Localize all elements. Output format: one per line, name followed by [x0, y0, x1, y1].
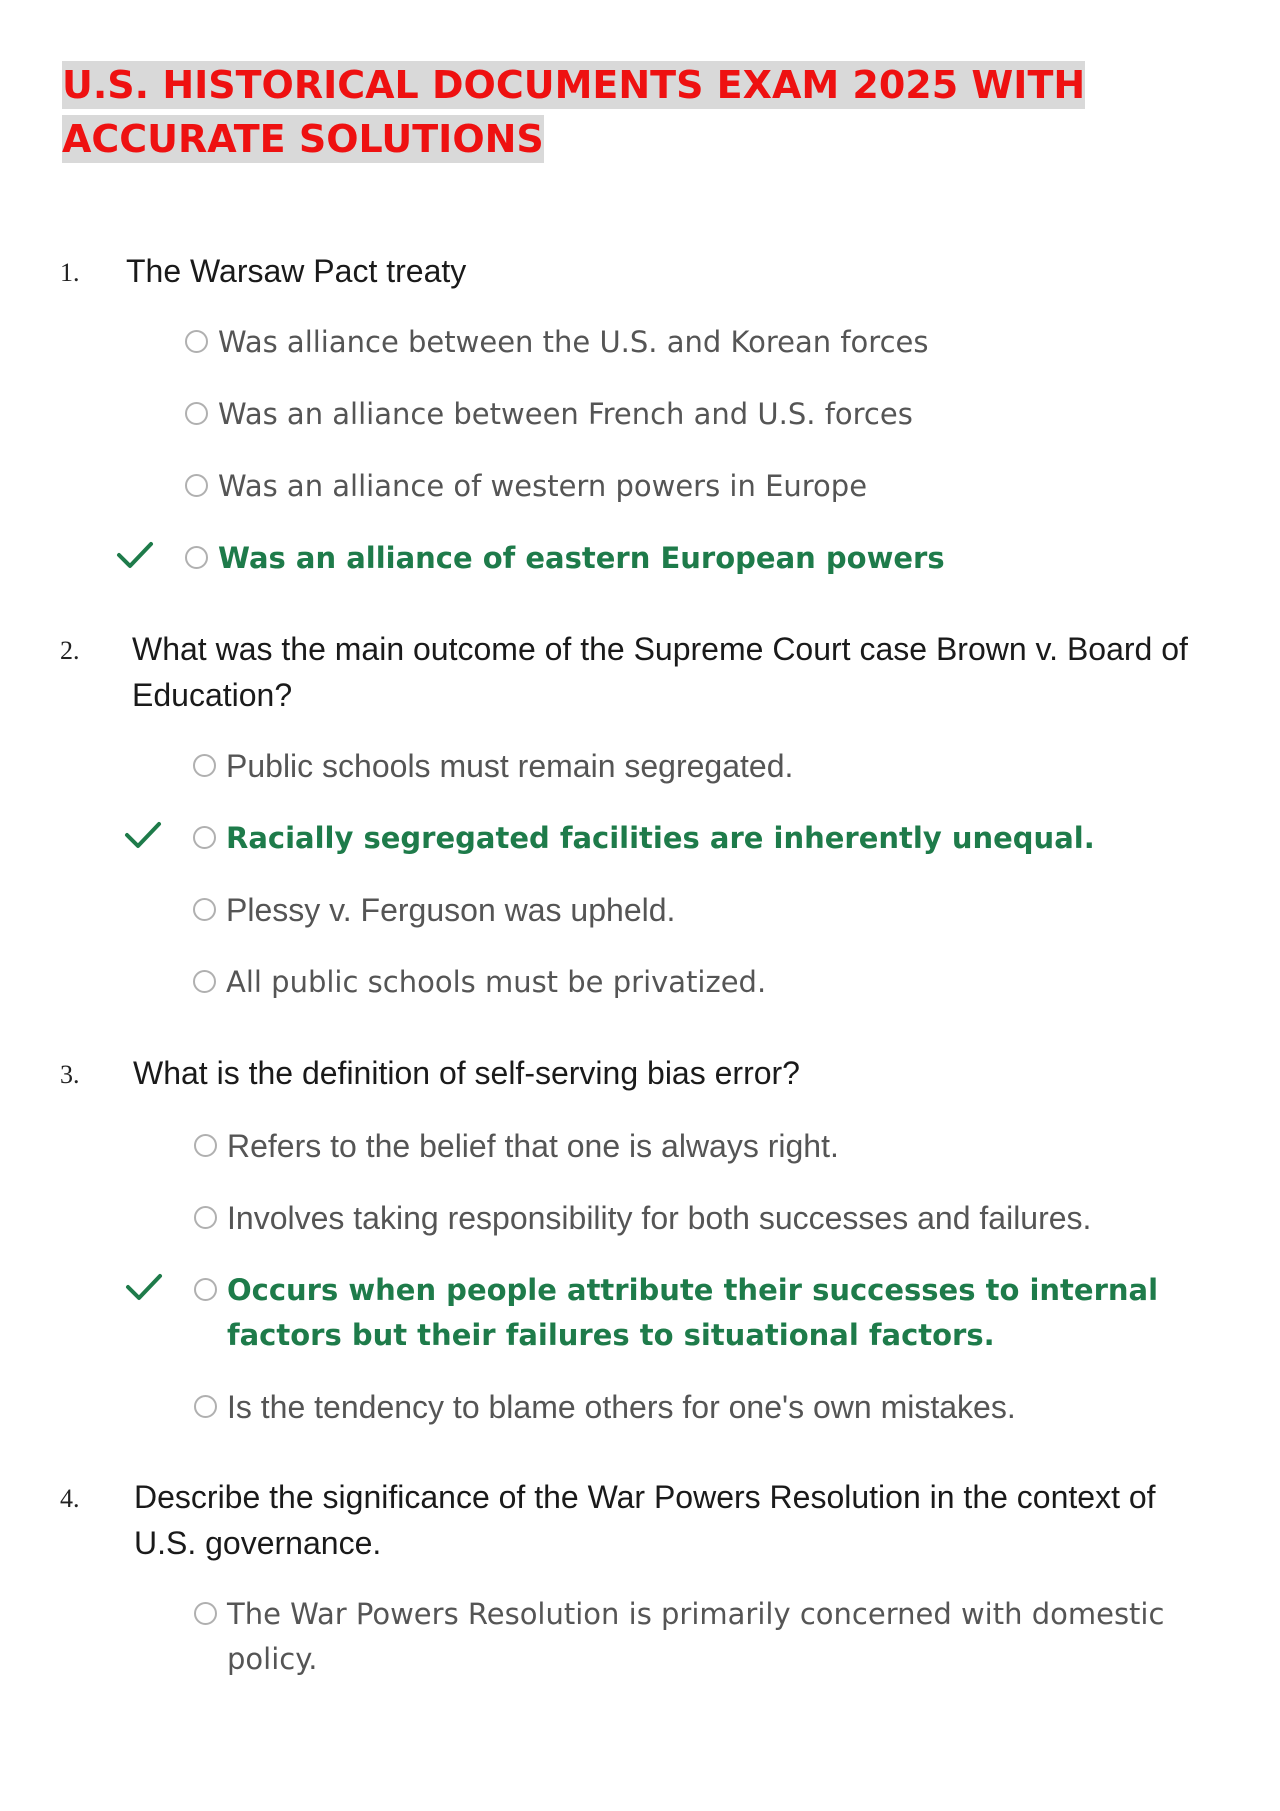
radio-circle-icon[interactable] — [185, 546, 208, 569]
checkmark-icon — [123, 818, 163, 852]
option-text: Is the tendency to blame others for one's own mistakes. — [227, 1389, 1016, 1425]
radio-circle-icon[interactable] — [193, 898, 216, 921]
radio-circle-icon[interactable] — [193, 826, 216, 849]
option-text: Refers to the belief that one is always right. — [227, 1128, 839, 1164]
option[interactable] — [193, 744, 1220, 789]
option-text: The War Powers Resolution is primarily concerned with domestic policy. — [227, 1597, 1165, 1676]
document-title: U.S. HISTORICAL DOCUMENTS EXAM 2025 WITH ACCURATE SOLUTIONS — [62, 63, 1086, 161]
question-4 — [60, 1474, 1220, 1682]
radio-circle-icon[interactable] — [194, 1278, 217, 1301]
option[interactable] — [194, 1592, 1220, 1682]
radio-circle-icon[interactable] — [194, 1395, 217, 1418]
radio-circle-icon[interactable] — [194, 1206, 217, 1229]
option-correct[interactable] — [185, 536, 1220, 581]
checkmark-icon — [124, 1270, 164, 1304]
question-text: Describe the significance of the War Powers Resolution in the context of U.S. governance. — [134, 1479, 1156, 1561]
radio-circle-icon[interactable] — [194, 1134, 217, 1157]
question-text: The Warsaw Pact treaty — [126, 253, 467, 289]
option-text: Involves taking responsibility for both successes and failures. — [227, 1200, 1092, 1236]
option-correct[interactable] — [193, 816, 1220, 861]
option-text: Plessy v. Ferguson was upheld. — [226, 892, 676, 928]
question-number: 4. — [60, 1484, 80, 1513]
option-text: Was alliance between the U.S. and Korean forces — [218, 325, 929, 359]
question-number: 2. — [60, 636, 80, 665]
question-2 — [60, 626, 1220, 1005]
option-correct[interactable] — [194, 1268, 1220, 1358]
option[interactable] — [194, 1385, 1220, 1430]
radio-circle-icon[interactable] — [193, 970, 216, 993]
question-1 — [60, 248, 1220, 581]
option-text: Racially segregated facilities are inherently unequal. — [226, 821, 1095, 855]
option-text: Was an alliance between French and U.S. forces — [218, 397, 913, 431]
option[interactable] — [185, 392, 1220, 437]
question-number: 1. — [60, 258, 80, 287]
option[interactable] — [193, 888, 1220, 933]
checkmark-icon — [115, 538, 155, 572]
question-text: What is the definition of self-serving bias error? — [133, 1055, 800, 1091]
radio-circle-icon[interactable] — [185, 330, 208, 353]
option-text: Was an alliance of eastern European powers — [218, 541, 945, 575]
question-text: What was the main outcome of the Supreme Court case Brown v. Board of Education? — [132, 631, 1188, 713]
option-text: All public schools must be privatized. — [226, 965, 767, 999]
question-number: 3. — [60, 1060, 80, 1089]
option[interactable] — [185, 320, 1220, 365]
option[interactable] — [193, 960, 1220, 1005]
option[interactable] — [185, 464, 1220, 509]
option-text: Occurs when people attribute their successes to internal factors but their failures to situational factors. — [227, 1273, 1159, 1352]
option[interactable] — [194, 1124, 1220, 1169]
radio-circle-icon[interactable] — [193, 754, 216, 777]
question-3 — [60, 1050, 1220, 1430]
option-text: Public schools must remain segregated. — [226, 748, 794, 784]
option-text: Was an alliance of western powers in Europe — [218, 469, 868, 503]
option[interactable] — [194, 1196, 1220, 1241]
radio-circle-icon[interactable] — [185, 474, 208, 497]
radio-circle-icon[interactable] — [185, 402, 208, 425]
radio-circle-icon[interactable] — [194, 1602, 217, 1625]
